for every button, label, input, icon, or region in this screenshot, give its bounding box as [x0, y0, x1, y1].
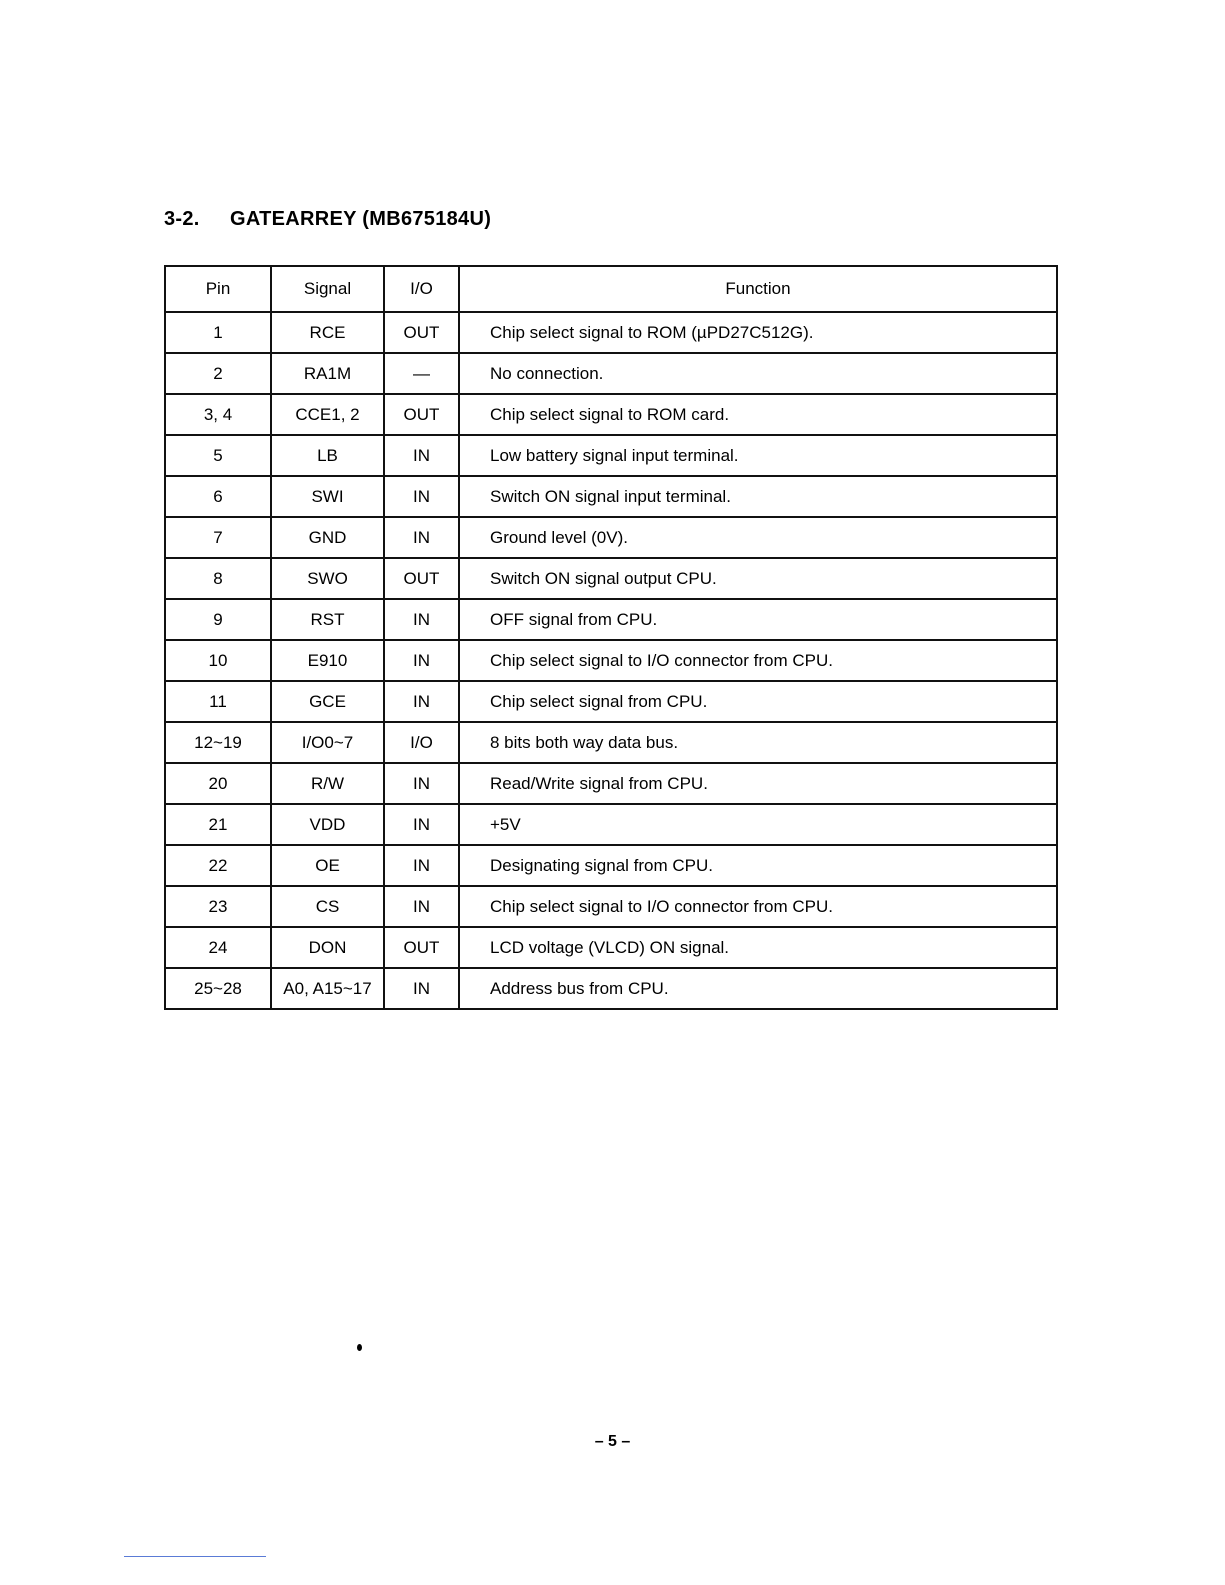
cell-signal: RA1M — [271, 353, 384, 394]
cell-io: OUT — [384, 312, 459, 353]
table-header-row — [165, 266, 1057, 312]
cell-io: OUT — [384, 927, 459, 968]
table-row — [165, 476, 1057, 517]
scan-speck — [357, 1344, 362, 1351]
cell-signal: SWI — [271, 476, 384, 517]
cell-function: Ground level (0V). — [459, 517, 1057, 558]
cell-function: Chip select signal to ROM card. — [459, 394, 1057, 435]
scan-artifact-line — [124, 1556, 266, 1557]
cell-io: OUT — [384, 558, 459, 599]
cell-pin: 3, 4 — [165, 394, 271, 435]
table-row — [165, 763, 1057, 804]
cell-signal: R/W — [271, 763, 384, 804]
table-row — [165, 804, 1057, 845]
cell-io: IN — [384, 804, 459, 845]
header-function: Function — [459, 266, 1057, 312]
cell-function: Low battery signal input terminal. — [459, 435, 1057, 476]
cell-io: — — [384, 353, 459, 394]
header-pin: Pin — [165, 266, 271, 312]
cell-function: Chip select signal to ROM (µPD27C512G). — [459, 312, 1057, 353]
cell-io: IN — [384, 599, 459, 640]
cell-io: IN — [384, 476, 459, 517]
cell-io: IN — [384, 517, 459, 558]
cell-pin: 25~28 — [165, 968, 271, 1009]
cell-pin: 21 — [165, 804, 271, 845]
table-row — [165, 640, 1057, 681]
table-row — [165, 435, 1057, 476]
cell-function: No connection. — [459, 353, 1057, 394]
cell-pin: 6 — [165, 476, 271, 517]
cell-io: IN — [384, 435, 459, 476]
cell-function: Chip select signal from CPU. — [459, 681, 1057, 722]
cell-signal: A0, A15~17 — [271, 968, 384, 1009]
cell-signal: DON — [271, 927, 384, 968]
cell-pin: 7 — [165, 517, 271, 558]
cell-signal: RST — [271, 599, 384, 640]
cell-io: IN — [384, 886, 459, 927]
cell-io: IN — [384, 681, 459, 722]
cell-signal: OE — [271, 845, 384, 886]
cell-signal: RCE — [271, 312, 384, 353]
table-row — [165, 558, 1057, 599]
cell-function: Read/Write signal from CPU. — [459, 763, 1057, 804]
cell-signal: LB — [271, 435, 384, 476]
table-body — [165, 312, 1057, 1009]
cell-io: IN — [384, 968, 459, 1009]
cell-signal: E910 — [271, 640, 384, 681]
cell-pin: 1 — [165, 312, 271, 353]
table-row — [165, 968, 1057, 1009]
cell-function: Chip select signal to I/O connector from CPU. — [459, 640, 1057, 681]
cell-pin: 11 — [165, 681, 271, 722]
cell-pin: 10 — [165, 640, 271, 681]
cell-signal: CCE1, 2 — [271, 394, 384, 435]
cell-function: Address bus from CPU. — [459, 968, 1057, 1009]
cell-function: Designating signal from CPU. — [459, 845, 1057, 886]
cell-pin: 2 — [165, 353, 271, 394]
table-row — [165, 353, 1057, 394]
cell-signal: I/O0~7 — [271, 722, 384, 763]
cell-function: LCD voltage (VLCD) ON signal. — [459, 927, 1057, 968]
page-number: – 5 – — [594, 1433, 631, 1450]
cell-pin: 9 — [165, 599, 271, 640]
cell-pin: 20 — [165, 763, 271, 804]
table-row — [165, 722, 1057, 763]
table-row — [165, 927, 1057, 968]
cell-io: IN — [384, 763, 459, 804]
cell-pin: 8 — [165, 558, 271, 599]
section-title: GATEARREY (MB675184U) — [230, 208, 492, 230]
cell-io: OUT — [384, 394, 459, 435]
table-row — [165, 845, 1057, 886]
cell-signal: GND — [271, 517, 384, 558]
table-row — [165, 517, 1057, 558]
cell-function: OFF signal from CPU. — [459, 599, 1057, 640]
table-row — [165, 681, 1057, 722]
cell-signal: SWO — [271, 558, 384, 599]
cell-function: Switch ON signal input terminal. — [459, 476, 1057, 517]
header-signal: Signal — [271, 266, 384, 312]
cell-io: I/O — [384, 722, 459, 763]
cell-pin: 23 — [165, 886, 271, 927]
cell-pin: 24 — [165, 927, 271, 968]
table-row — [165, 312, 1057, 353]
cell-signal: CS — [271, 886, 384, 927]
cell-io: IN — [384, 640, 459, 681]
table-row — [165, 886, 1057, 927]
section-heading — [164, 208, 491, 231]
cell-pin: 22 — [165, 845, 271, 886]
cell-pin: 12~19 — [165, 722, 271, 763]
cell-pin: 5 — [165, 435, 271, 476]
cell-function: Switch ON signal output CPU. — [459, 558, 1057, 599]
cell-signal: VDD — [271, 804, 384, 845]
pin-function-table — [164, 265, 1058, 1010]
section-number: 3-2. — [164, 208, 200, 230]
cell-signal: GCE — [271, 681, 384, 722]
header-io: I/O — [384, 266, 459, 312]
table-row — [165, 599, 1057, 640]
cell-function: 8 bits both way data bus. — [459, 722, 1057, 763]
cell-function: +5V — [459, 804, 1057, 845]
cell-io: IN — [384, 845, 459, 886]
cell-function: Chip select signal to I/O connector from CPU. — [459, 886, 1057, 927]
table-row — [165, 394, 1057, 435]
